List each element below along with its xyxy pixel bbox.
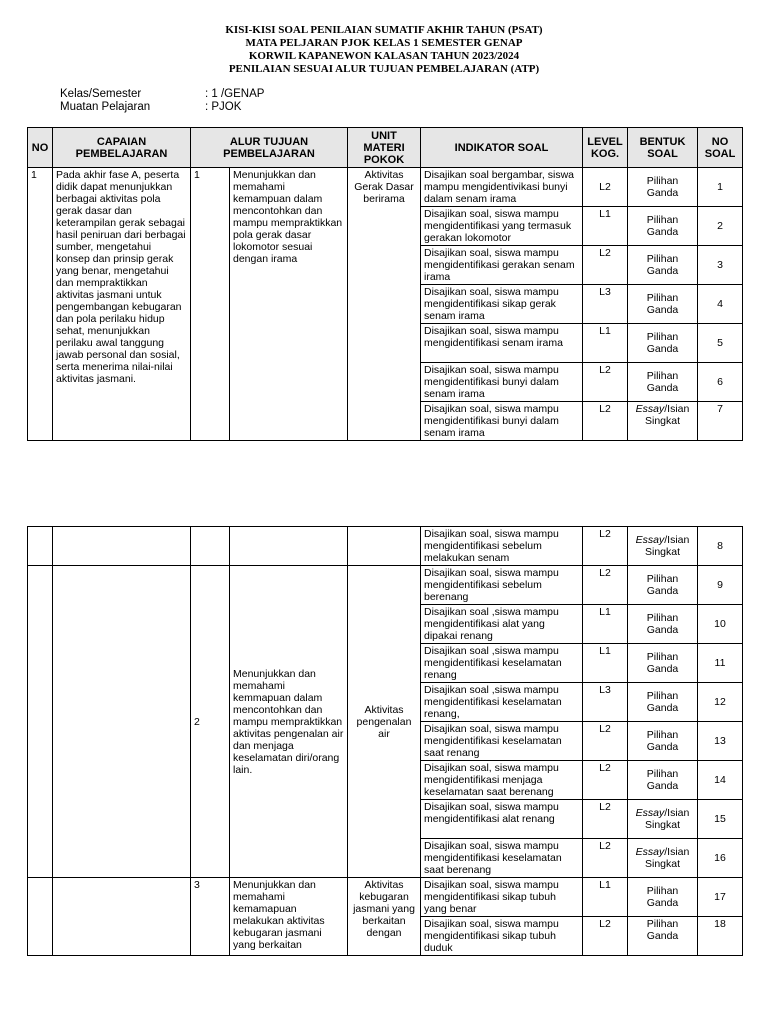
bentuk-cell: Pilihan Ganda	[628, 917, 698, 956]
nosoal-cell: 10	[698, 605, 743, 644]
bentuk-cell	[628, 527, 698, 566]
nosoal-cell: 18	[698, 917, 743, 956]
bentuk-rest: /Isian Singkat	[644, 534, 690, 558]
unit-materi: Aktivitas Gerak Dasar berirama	[348, 168, 421, 441]
level-cell: L2	[583, 722, 628, 761]
col-header-unit: UNIT MATERI POKOK	[348, 128, 421, 168]
table-row	[28, 566, 743, 605]
bentuk-cell: Pilihan Ganda	[628, 761, 698, 800]
capaian-pembelajaran: Pada akhir fase A, peserta didik dapat menunjukkan berbagai aktivitas pola gerak dasar dan keterampilan gerak sebagai hasil peniruan dari berbagai sumber, mengetahui konsep dan prinsip gerak yang benar, mengetahui dan mempraktikkan aktivitas jasmani untuk pengembangan kebugaran dan pola perilaku hidup sehat, menunjukkan perilaku awal tanggung jawab personal dan sosial, serta menerima nilai-nilai aktivitas jasmani.	[53, 168, 191, 441]
level-cell: L1	[583, 644, 628, 683]
bentuk-cell: Pilihan Ganda	[628, 363, 698, 402]
nosoal-cell: 8	[698, 527, 743, 566]
level-cell: L2	[583, 168, 628, 207]
indikator-cell: Disajikan soal bergambar, siswa mampu mengidentivikasi bunyi dalam senam irama	[421, 168, 583, 207]
header-title-line3: KORWIL KAPANEWON KALASAN TAHUN 2023/2024	[248, 50, 520, 62]
nosoal-cell: 15	[698, 800, 743, 839]
nosoal-cell: 4	[698, 285, 743, 324]
indikator-cell: Disajikan soal, siswa mampu mengidentifikasi bunyi dalam senam irama	[421, 402, 583, 441]
bentuk-cell	[628, 839, 698, 878]
bentuk-cell	[628, 402, 698, 441]
col-header-atp: ALUR TUJUAN PEMBELAJARAN	[191, 128, 348, 168]
kelas-value: : 1 /GENAP	[205, 88, 265, 100]
empty-cell	[348, 527, 421, 566]
atp-number: 2	[191, 566, 230, 878]
col-header-level: LEVEL KOG.	[583, 128, 628, 168]
nosoal-cell: 11	[698, 644, 743, 683]
empty-cell	[53, 566, 191, 878]
nosoal-cell: 7	[698, 402, 743, 441]
level-cell: L2	[583, 800, 628, 839]
level-cell: L2	[583, 527, 628, 566]
nosoal-cell: 13	[698, 722, 743, 761]
indikator-cell: Disajikan soal, siswa mampu mengidentifikasi senam irama	[421, 324, 583, 363]
document-meta	[60, 88, 264, 114]
nosoal-cell: 2	[698, 207, 743, 246]
empty-cell	[28, 878, 53, 956]
table-row	[28, 527, 743, 566]
level-cell: L1	[583, 324, 628, 363]
indikator-cell: Disajikan soal, siswa mampu mengidentifikasi keselamatan saat berenang	[421, 839, 583, 878]
empty-cell	[28, 527, 53, 566]
bentuk-cell: Pilihan Ganda	[628, 285, 698, 324]
indikator-cell: Disajikan soal, siswa mampu mengidentifikasi sikap gerak senam irama	[421, 285, 583, 324]
bentuk-cell: Pilihan Ganda	[628, 207, 698, 246]
level-cell: L2	[583, 363, 628, 402]
bentuk-rest: /Isian Singkat	[644, 807, 690, 831]
bentuk-cell: Pilihan Ganda	[628, 722, 698, 761]
kisi-table-page2	[27, 526, 743, 956]
indikator-cell: Disajikan soal ,siswa mampu mengidentifikasi alat yang dipakai renang	[421, 605, 583, 644]
nosoal-cell: 5	[698, 324, 743, 363]
bentuk-cell: Pilihan Ganda	[628, 605, 698, 644]
empty-cell	[191, 527, 230, 566]
table-row	[28, 878, 743, 917]
indikator-cell: Disajikan soal, siswa mampu mengidentifikasi sikap tubuh duduk	[421, 917, 583, 956]
indikator-cell: Disajikan soal, siswa mampu mengidentifikasi bunyi dalam senam irama	[421, 363, 583, 402]
indikator-cell: Disajikan soal ,siswa mampu mengidentifikasi keselamatan renang,	[421, 683, 583, 722]
nosoal-cell: 1	[698, 168, 743, 207]
bentuk-cell: Pilihan Ganda	[628, 644, 698, 683]
col-header-nosoal: NO SOAL	[698, 128, 743, 168]
bentuk-essay: Essay	[635, 403, 665, 415]
level-cell: L3	[583, 285, 628, 324]
bentuk-cell	[628, 800, 698, 839]
bentuk-cell: Pilihan Ganda	[628, 566, 698, 605]
indikator-cell: Disajikan soal, siswa mampu mengidentifikasi sikap tubuh yang benar	[421, 878, 583, 917]
atp-text: Menunjukkan dan memahami kemmapuan dalam mencontohkan dan mampu mempraktikkan aktivitas pengenalan air dan menjaga keselamatan diri/orang lain.	[230, 566, 348, 878]
bentuk-essay: Essay	[635, 534, 665, 546]
nosoal-cell: 12	[698, 683, 743, 722]
unit-materi: Aktivitas kebugaran jasmani yang berkaitan dengan	[348, 878, 421, 956]
empty-cell	[28, 566, 53, 878]
empty-cell	[53, 527, 191, 566]
nosoal-cell: 17	[698, 878, 743, 917]
level-cell: L2	[583, 839, 628, 878]
indikator-cell: Disajikan soal, siswa mampu mengidentifikasi yang termasuk gerakan lokomotor	[421, 207, 583, 246]
bentuk-cell: Pilihan Ganda	[628, 878, 698, 917]
col-header-no: NO	[28, 128, 53, 168]
level-cell: L2	[583, 761, 628, 800]
section-number: 1	[28, 168, 53, 441]
indikator-cell: Disajikan soal, siswa mampu mengidentifikasi menjaga keselamatan saat berenang	[421, 761, 583, 800]
col-header-indikator: INDIKATOR SOAL	[421, 128, 583, 168]
nosoal-cell: 3	[698, 246, 743, 285]
header-title-line1: KISI-KISI SOAL PENILAIAN SUMATIF AKHIR TAHUN (PSAT)	[225, 24, 543, 36]
indikator-cell: Disajikan soal, siswa mampu mengidentifikasi keselamatan saat renang	[421, 722, 583, 761]
kelas-label: Kelas/Semester	[60, 88, 142, 100]
muatan-value: : PJOK	[205, 101, 242, 113]
bentuk-cell: Pilihan Ganda	[628, 683, 698, 722]
table-row	[28, 168, 743, 207]
level-cell: L1	[583, 605, 628, 644]
col-header-bentuk: BENTUK SOAL	[628, 128, 698, 168]
indikator-cell: Disajikan soal, siswa mampu mengidentifikasi alat renang	[421, 800, 583, 839]
kisi-table-page1	[27, 127, 743, 441]
level-cell: L1	[583, 207, 628, 246]
bentuk-rest: /Isian Singkat	[644, 846, 690, 870]
indikator-cell: Disajikan soal, siswa mampu mengidentifikasi sebelum melakukan senam	[421, 527, 583, 566]
nosoal-cell: 9	[698, 566, 743, 605]
muatan-label: Muatan Pelajaran	[60, 101, 151, 113]
bentuk-rest: /Isian Singkat	[645, 403, 690, 427]
nosoal-cell: 16	[698, 839, 743, 878]
indikator-cell: Disajikan soal ,siswa mampu mengidentifikasi keselamatan renang	[421, 644, 583, 683]
document-header	[0, 24, 768, 76]
bentuk-essay: Essay	[635, 846, 665, 858]
indikator-cell: Disajikan soal, siswa mampu mengidentifikasi gerakan senam irama	[421, 246, 583, 285]
atp-number: 1	[191, 168, 230, 441]
nosoal-cell: 6	[698, 363, 743, 402]
bentuk-essay: Essay	[635, 807, 665, 819]
bentuk-cell: Pilihan Ganda	[628, 246, 698, 285]
header-title-line2: MATA PELJARAN PJOK KELAS 1 SEMESTER GENAP	[245, 37, 523, 49]
unit-materi: Aktivitas pengenalan air	[348, 566, 421, 878]
atp-text: Menunjukkan dan memahami kemamapuan melakukan aktivitas kebugaran jasmani yang berkaitan	[230, 878, 348, 956]
header-title-line4: PENILAIAN SESUAI ALUR TUJUAN PEMBELAJARAN (ATP)	[228, 63, 540, 75]
level-cell: L2	[583, 566, 628, 605]
atp-text: Menunjukkan dan memahami kemampuan dalam mencontohkan dan mampu mempraktikkan pola gerak dasar lokomotor sesuai dengan irama	[230, 168, 348, 441]
level-cell: L2	[583, 402, 628, 441]
indikator-cell: Disajikan soal, siswa mampu mengidentifikasi sebelum berenang	[421, 566, 583, 605]
empty-cell	[230, 527, 348, 566]
level-cell: L2	[583, 246, 628, 285]
atp-number: 3	[191, 878, 230, 956]
nosoal-cell: 14	[698, 761, 743, 800]
col-header-cp: CAPAIAN PEMBELAJARAN	[53, 128, 191, 168]
bentuk-cell: Pilihan Ganda	[628, 168, 698, 207]
level-cell: L2	[583, 917, 628, 956]
level-cell: L3	[583, 683, 628, 722]
level-cell: L1	[583, 878, 628, 917]
bentuk-cell: Pilihan Ganda	[628, 324, 698, 363]
table-header-row	[28, 128, 743, 168]
empty-cell	[53, 878, 191, 956]
